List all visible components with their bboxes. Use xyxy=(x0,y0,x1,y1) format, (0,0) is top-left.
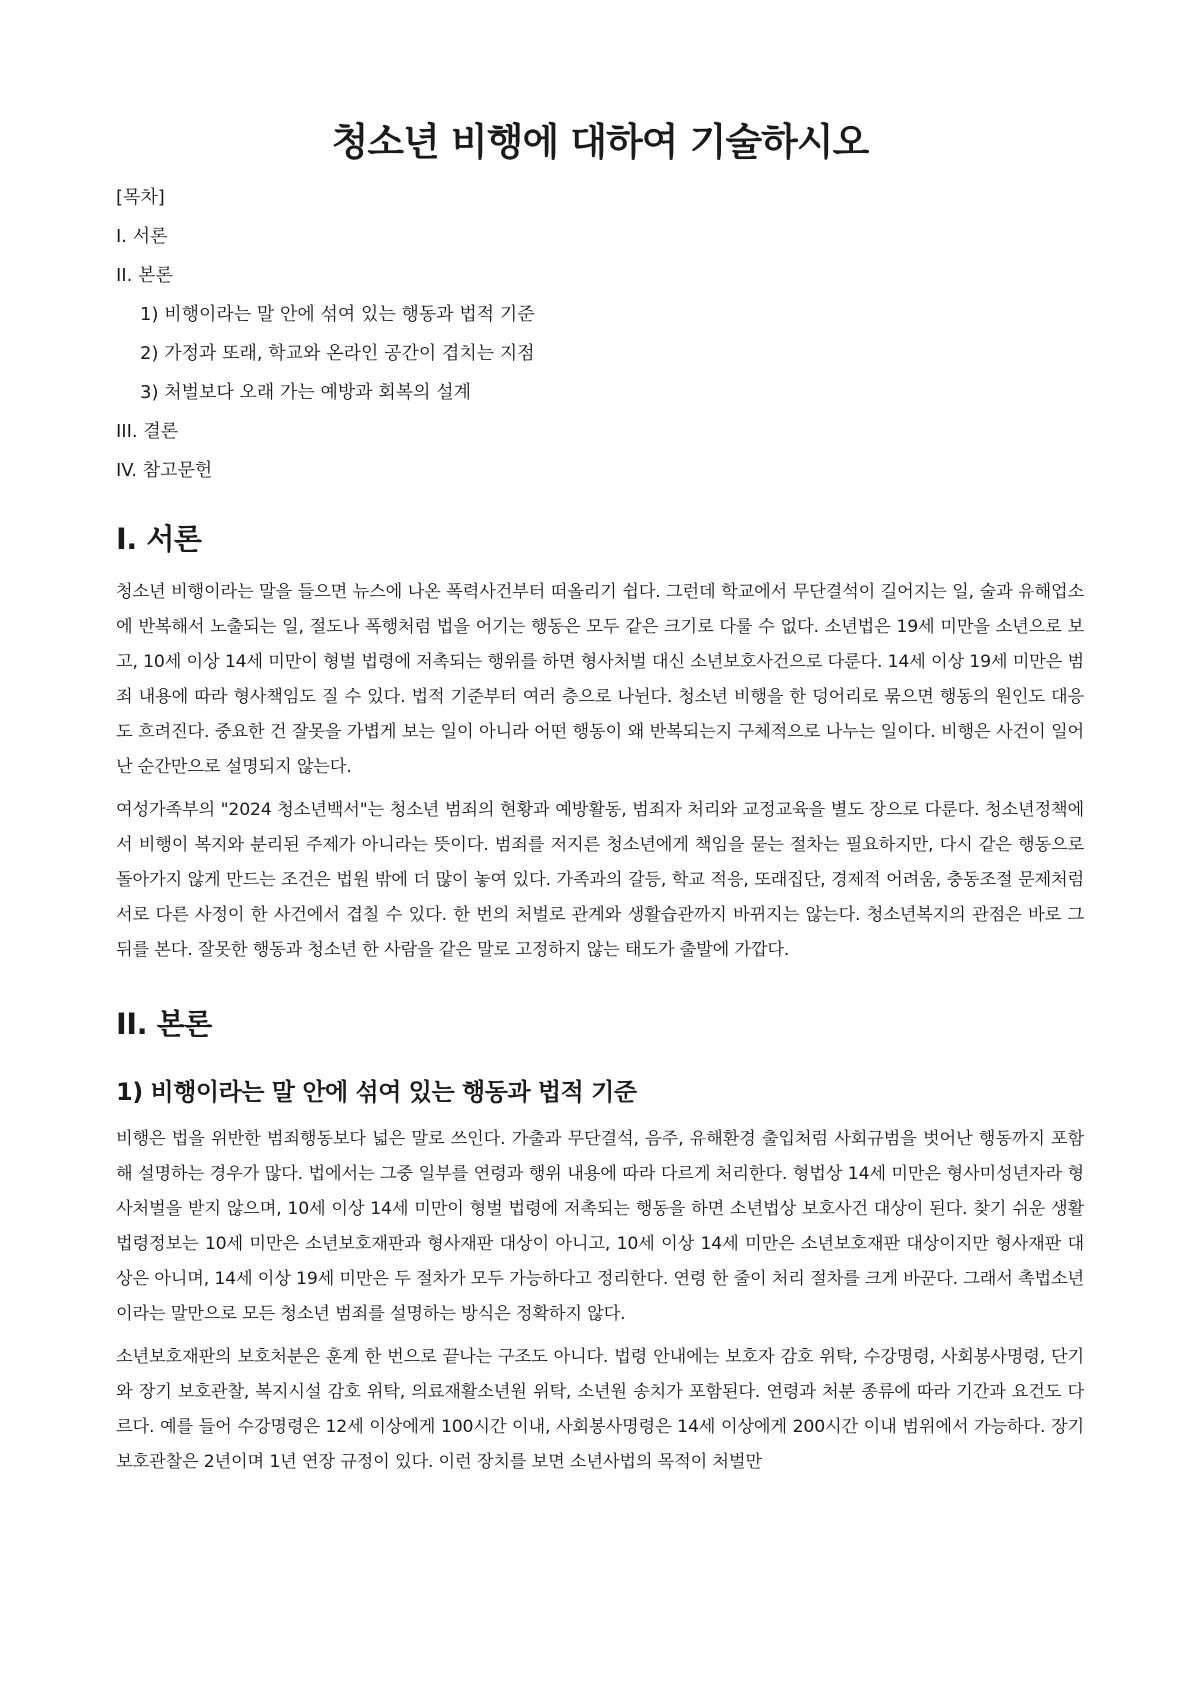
toc-subitem: 2) 가정과 또래, 학교와 온라인 공간이 겹치는 지점 xyxy=(140,343,535,364)
body-paragraph: 소년보호재판의 보호처분은 훈계 한 번으로 끝나는 구조도 아니다. 법령 안내에는 보호자 감호 위탁, 수강명령, 사회봉사명령, 단기와 장기 보호관찰, 복지시설 감호 위탁, 의료재활소년원 위탁, 소년원 송치가 포함된다. 연령과 처분 종류에 따라 기간과 요건도 다르다. 예를 들어 수강명령은 12세 이상에게 100시간 이내, 사회봉사명령은 14세 이상에게 200시간 이내 범위에서 가능하다. 장기 보호관찰은 2년이며 1년 연장 규정이 있다. 이런 장치를 보면 소년사법의 목적이 처벌만 xyxy=(116,1347,1084,1472)
toc-item: III. 결론 xyxy=(116,421,179,442)
section-heading-body: II. 본론 xyxy=(116,1007,212,1041)
intro-paragraph: 여성가족부의 "2024 청소년백서"는 청소년 범죄의 현황과 예방활동, 범죄자 처리와 교정교육을 별도 장으로 다룬다. 청소년정책에서 비행이 복지와 분리된 주제가 아니라는 뜻이다. 범죄를 저지른 청소년에게 책임을 묻는 절차는 필요하지만, 다시 같은 행동으로 돌아가지 않게 만드는 조건은 법원 밖에 더 많이 놓여 있다. 가족과의 갈등, 학교 적응, 또래집단, 경제적 어려움, 충동조절 문제처럼 서로 다른 사정이 한 사건에서 겹칠 수 있다. 한 번의 처벌로 관계와 생활습관까지 바뀌지는 않는다. 청소년복지의 관점은 바로 그 뒤를 본다. 잘못한 행동과 청소년 한 사람을 같은 말로 고정하지 않는 태도가 출발에 가깝다. xyxy=(116,800,1084,960)
subsection-heading-1: 1) 비행이라는 말 안에 섞여 있는 행동과 법적 기준 xyxy=(116,1078,637,1106)
toc-item: I. 서론 xyxy=(116,226,168,247)
toc-item: II. 본론 xyxy=(116,265,173,286)
toc-heading: [목차] xyxy=(116,187,165,208)
toc-item: IV. 참고문헌 xyxy=(116,460,213,481)
toc-subitem: 3) 처벌보다 오래 가는 예방과 회복의 설계 xyxy=(140,382,472,403)
section-heading-intro: I. 서론 xyxy=(116,522,202,556)
table-of-contents xyxy=(116,186,1084,483)
intro-paragraph: 청소년 비행이라는 말을 들으면 뉴스에 나온 폭력사건부터 떠올리기 쉽다. 그런데 학교에서 무단결석이 길어지는 일, 술과 유해업소에 반복해서 노출되는 일, 절도나 폭행처럼 법을 어기는 행동은 모두 같은 크기로 다룰 수 없다. 소년법은 19세 미만을 소년으로 보고, 10세 이상 14세 미만이 형벌 법령에 저촉되는 행위를 하면 형사처벌 대신 소년보호사건으로 다룬다. 14세 이상 19세 미만은 범죄 내용에 따라 형사책임도 질 수 있다. 법적 기준부터 여러 층으로 나뉜다. 청소년 비행을 한 덩어리로 묶으면 행동의 원인도 대응도 흐려진다. 중요한 건 잘못을 가볍게 보는 일이 아니라 어떤 행동이 왜 반복되는지 구체적으로 나누는 일이다. 비행은 사건이 일어난 순간만으로 설명되지 않는다. xyxy=(116,582,1084,777)
document-title: 청소년 비행에 대하여 기술하시오 xyxy=(331,120,869,164)
body-paragraph: 비행은 법을 위반한 범죄행동보다 넓은 말로 쓰인다. 가출과 무단결석, 음주, 유해환경 출입처럼 사회규범을 벗어난 행동까지 포함해 설명하는 경우가 많다. 법에서는 그중 일부를 연령과 행위 내용에 따라 다르게 처리한다. 형법상 14세 미만은 형사미성년자라 형사처벌을 받지 않으며, 10세 이상 14세 미만이 형벌 법령에 저촉되는 행동을 하면 소년법상 보호사건 대상이 된다. 찾기 쉬운 생활법령정보는 10세 미만은 소년보호재판과 형사재판 대상이 아니고, 10세 이상 14세 미만은 소년보호재판 대상이지만 형사재판 대상은 아니며, 14세 이상 19세 미만은 두 절차가 모두 가능하다고 정리한다. 연령 한 줄이 처리 절차를 크게 바꾼다. 그래서 촉법소년이라는 말만으로 모든 청소년 범죄를 설명하는 방식은 정확하지 않다. xyxy=(116,1129,1084,1324)
toc-subitem: 1) 비행이라는 말 안에 섞여 있는 행동과 법적 기준 xyxy=(140,304,535,325)
document-page xyxy=(116,0,1084,1488)
